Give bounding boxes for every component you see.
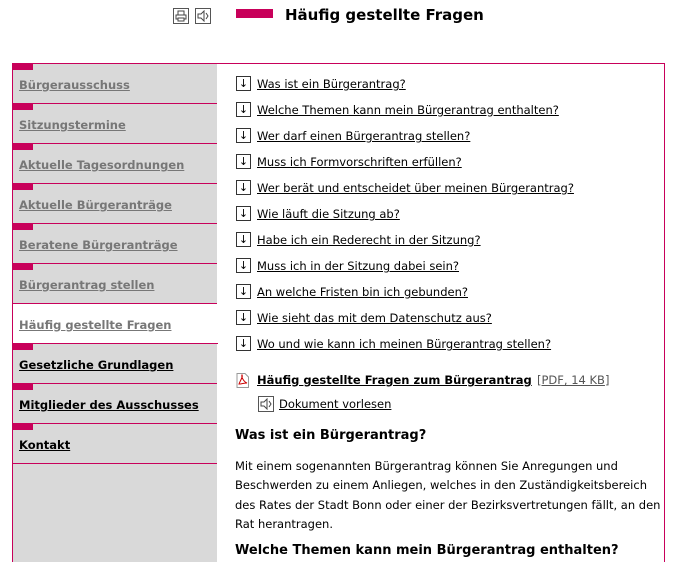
faq-link[interactable]: Was ist ein Bürgerantrag? xyxy=(257,77,406,91)
arrow-down-icon[interactable]: ↓ xyxy=(236,258,251,273)
section-heading: Was ist ein Bürgerantrag? xyxy=(235,428,427,443)
arrow-down-icon[interactable]: ↓ xyxy=(236,76,251,91)
tab-marker xyxy=(13,384,33,390)
faq-link[interactable]: Wer darf einen Bürgerantrag stellen? xyxy=(257,129,471,143)
tab-marker xyxy=(13,144,33,150)
title-accent-bar xyxy=(236,9,273,18)
tab-marker xyxy=(13,104,33,110)
faq-link[interactable]: Wo und wie kann ich meinen Bürgerantrag stellen? xyxy=(257,337,552,351)
sidebar-link[interactable]: Kontakt xyxy=(19,438,71,452)
sidebar-link[interactable]: Sitzungstermine xyxy=(19,118,126,132)
tab-marker xyxy=(13,344,33,350)
section-text: Mit einem sogenannten Bürgerantrag können Sie Anregungen und Beschwerden zu einem Anliegen, welches in den Zuständigkeitsbereich des Rates der Stadt Bonn oder einer der Bezirksvertretungen fällt, an den Rat herantragen. xyxy=(235,459,661,531)
faq-link[interactable]: Wie läuft die Sitzung ab? xyxy=(257,207,400,221)
sidebar-link[interactable]: Beratene Bürgeranträge xyxy=(19,238,178,252)
main-content xyxy=(216,63,665,562)
tab-marker xyxy=(13,64,33,70)
tab-marker xyxy=(13,184,33,190)
tab-marker xyxy=(13,424,33,430)
arrow-down-icon[interactable]: ↓ xyxy=(236,128,251,143)
sidebar-link[interactable]: Mitglieder des Ausschusses xyxy=(19,398,199,412)
tab-marker xyxy=(13,224,33,230)
faq-link[interactable]: Wie sieht das mit dem Datenschutz aus? xyxy=(257,311,492,325)
arrow-down-icon[interactable]: ↓ xyxy=(236,206,251,221)
faq-link[interactable]: Muss ich in der Sitzung dabei sein? xyxy=(257,259,460,273)
faq-link[interactable]: Muss ich Formvorschriften erfüllen? xyxy=(257,155,462,169)
pdf-download-link[interactable]: Häufig gestellte Fragen zum Bürgerantrag xyxy=(257,373,532,387)
sidebar-item-haeufig-gestellte-fragen[interactable] xyxy=(13,304,218,344)
sidebar-link[interactable]: Aktuelle Bürgeranträge xyxy=(19,198,172,212)
faq-link[interactable]: Habe ich ein Rederecht in der Sitzung? xyxy=(257,233,481,247)
faq-link[interactable]: Wer berät und entscheidet über meinen Bürgerantrag? xyxy=(257,181,574,195)
sidebar-link[interactable]: Bürgerantrag stellen xyxy=(19,278,155,292)
arrow-down-icon[interactable]: ↓ xyxy=(236,180,251,195)
sidebar-item-beratene-buergerantraege[interactable] xyxy=(13,224,217,264)
arrow-down-icon[interactable]: ↓ xyxy=(236,284,251,299)
page-title: Häufig gestellte Fragen xyxy=(285,6,484,24)
sidebar-item-buergerantrag-stellen[interactable] xyxy=(13,264,217,304)
arrow-down-icon[interactable]: ↓ xyxy=(236,102,251,117)
sidebar-item-sitzungstermine[interactable] xyxy=(13,104,217,144)
pdf-meta-close: ] xyxy=(604,373,610,387)
pdf-meta xyxy=(537,373,609,387)
section-heading: Welche Themen kann mein Bürgerantrag enthalten? xyxy=(235,543,619,558)
audio-icon[interactable] xyxy=(195,8,211,24)
pdf-icon xyxy=(236,373,249,388)
sidebar-nav xyxy=(12,63,217,562)
sidebar-item-buergerausschuss[interactable] xyxy=(13,64,217,104)
tab-marker xyxy=(13,264,33,270)
arrow-down-icon[interactable]: ↓ xyxy=(236,310,251,325)
arrow-down-icon[interactable]: ↓ xyxy=(236,154,251,169)
sidebar-item-aktuelle-tagesordnungen[interactable] xyxy=(13,144,217,184)
sidebar-link[interactable]: Bürgerausschuss xyxy=(19,78,130,92)
arrow-down-icon[interactable]: ↓ xyxy=(236,232,251,247)
read-aloud-link[interactable]: Dokument vorlesen xyxy=(279,397,392,411)
pdf-meta-size: PDF, 14 KB xyxy=(541,373,605,387)
sidebar-link[interactable]: Aktuelle Tagesordnungen xyxy=(19,158,185,172)
sidebar-item-aktuelle-buergerantraege[interactable] xyxy=(13,184,217,224)
faq-link[interactable]: Welche Themen kann mein Bürgerantrag enthalten? xyxy=(257,103,559,117)
sidebar-item-mitglieder[interactable] xyxy=(13,384,217,424)
print-icon[interactable] xyxy=(173,8,189,24)
sidebar-item-kontakt[interactable] xyxy=(13,424,217,464)
sidebar-item-gesetzliche-grundlagen[interactable] xyxy=(13,344,217,384)
faq-link[interactable]: An welche Fristen bin ich gebunden? xyxy=(257,285,468,299)
sidebar-link[interactable]: Häufig gestellte Fragen xyxy=(19,318,172,332)
audio-icon[interactable] xyxy=(258,396,274,412)
arrow-down-icon[interactable]: ↓ xyxy=(236,336,251,351)
pdf-meta-open: [ xyxy=(537,373,542,387)
sidebar-link[interactable]: Gesetzliche Grundlagen xyxy=(19,358,174,372)
